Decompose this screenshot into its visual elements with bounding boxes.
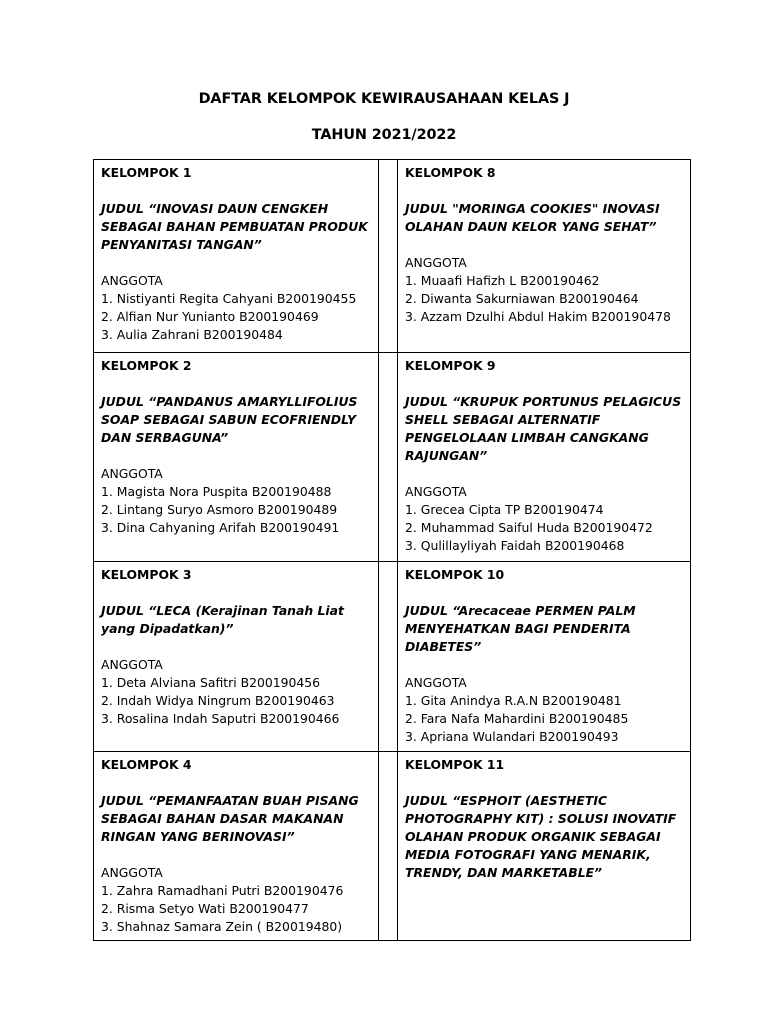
spacer-cell xyxy=(379,752,398,941)
member-item: 2. Alfian Nur Yunianto B200190469 xyxy=(101,309,319,324)
member-item: 3. Azzam Dzulhi Abdul Hakim B200190478 xyxy=(405,309,671,324)
group-table xyxy=(93,159,691,941)
member-item: 2. Diwanta Sakurniawan B200190464 xyxy=(405,291,639,306)
member-item: 2. Risma Setyo Wati B200190477 xyxy=(101,901,309,916)
member-item: 1. Deta Alviana Safitri B200190456 xyxy=(101,675,321,690)
member-item: 1. Gita Anindya R.A.N B200190481 xyxy=(405,693,622,708)
member-item: 1. Zahra Ramadhani Putri B200190476 xyxy=(101,883,344,898)
group-cell-kelompok-4 xyxy=(94,752,379,941)
member-item: 2. Indah Widya Ningrum B200190463 xyxy=(101,693,335,708)
member-item: 2. Fara Nafa Mahardini B200190485 xyxy=(405,711,629,726)
members-label: ANGGOTA xyxy=(101,466,163,481)
members-label: ANGGOTA xyxy=(101,865,163,880)
member-item: 3. Qulillayliyah Faidah B200190468 xyxy=(405,538,625,553)
member-item: 1. Magista Nora Puspita B200190488 xyxy=(101,484,332,499)
spacer-cell xyxy=(379,353,398,562)
group-heading: KELOMPOK 10 xyxy=(405,567,505,582)
group-heading: KELOMPOK 8 xyxy=(405,165,496,180)
members-label: ANGGOTA xyxy=(405,484,467,499)
member-item: 2. Muhammad Saiful Huda B200190472 xyxy=(405,520,653,535)
group-cell-kelompok-8 xyxy=(398,160,691,353)
group-heading: KELOMPOK 4 xyxy=(101,757,192,772)
group-cell-kelompok-3 xyxy=(94,562,379,752)
group-heading: KELOMPOK 11 xyxy=(405,757,505,772)
member-item: 3. Apriana Wulandari B200190493 xyxy=(405,729,619,744)
member-item: 1. Muaafi Hafizh L B200190462 xyxy=(405,273,600,288)
group-cell-kelompok-10 xyxy=(398,562,691,752)
group-title: JUDUL “KRUPUK PORTUNUS PELAGICUS SHELL SEBAGAI ALTERNATIF PENGELOLAAN LIMBAH CANGKANG RAJUNGAN” xyxy=(405,394,682,463)
table-row xyxy=(94,353,691,562)
group-heading: KELOMPOK 1 xyxy=(101,165,192,180)
group-heading: KELOMPOK 9 xyxy=(405,358,496,373)
member-item: 1. Nistiyanti Regita Cahyani B200190455 xyxy=(101,291,357,306)
spacer-cell xyxy=(379,160,398,353)
group-heading: KELOMPOK 3 xyxy=(101,567,192,582)
members-label: ANGGOTA xyxy=(101,273,163,288)
group-title: JUDUL “PEMANFAATAN BUAH PISANG SEBAGAI BAHAN DASAR MAKANAN RINGAN YANG BERINOVASI” xyxy=(101,793,359,844)
table-row xyxy=(94,160,691,353)
group-title: JUDUL “LECA (Kerajinan Tanah Liat yang Dipadatkan)” xyxy=(101,603,344,636)
group-title: JUDUL “Arecaceae PERMEN PALM MENYEHATKAN BAGI PENDERITA DIABETES” xyxy=(405,603,636,654)
members-label: ANGGOTA xyxy=(405,675,467,690)
member-item: 3. Dina Cahyaning Arifah B200190491 xyxy=(101,520,340,535)
members-label: ANGGOTA xyxy=(405,255,467,270)
group-title: JUDUL “ESPHOIT (AESTHETIC PHOTOGRAPHY KIT) : SOLUSI INOVATIF OLAHAN PRODUK ORGANIK SEBAGAI MEDIA FOTOGRAFI YANG MENARIK, TRENDY, DAN MARKETABLE” xyxy=(405,793,677,880)
group-cell-kelompok-9 xyxy=(398,353,691,562)
table-row xyxy=(94,562,691,752)
group-title: JUDUL “INOVASI DAUN CENGKEH SEBAGAI BAHAN PEMBUATAN PRODUK PENYANITASI TANGAN” xyxy=(101,201,368,252)
member-item: 3. Rosalina Indah Saputri B200190466 xyxy=(101,711,340,726)
group-cell-kelompok-1 xyxy=(94,160,379,353)
group-cell-kelompok-11 xyxy=(398,752,691,941)
members-label: ANGGOTA xyxy=(101,657,163,672)
document-subtitle: TAHUN 2021/2022 xyxy=(311,127,457,143)
member-item: 1. Grecea Cipta TP B200190474 xyxy=(405,502,604,517)
spacer-cell xyxy=(379,562,398,752)
group-cell-kelompok-2 xyxy=(94,353,379,562)
member-item: 2. Lintang Suryo Asmoro B200190489 xyxy=(101,502,338,517)
table-row xyxy=(94,752,691,941)
document-title: DAFTAR KELOMPOK KEWIRAUSAHAAN KELAS J xyxy=(198,91,570,107)
group-heading: KELOMPOK 2 xyxy=(101,358,192,373)
group-title: JUDUL “PANDANUS AMARYLLIFOLIUS SOAP SEBAGAI SABUN ECOFRIENDLY DAN SERBAGUNA” xyxy=(101,394,358,445)
member-item: 3. Shahnaz Samara Zein ( B20019480) xyxy=(101,919,343,934)
member-item: 3. Aulia Zahrani B200190484 xyxy=(101,327,283,342)
group-title: JUDUL "MORINGA COOKIES" INOVASI OLAHAN DAUN KELOR YANG SEHAT” xyxy=(405,201,660,234)
